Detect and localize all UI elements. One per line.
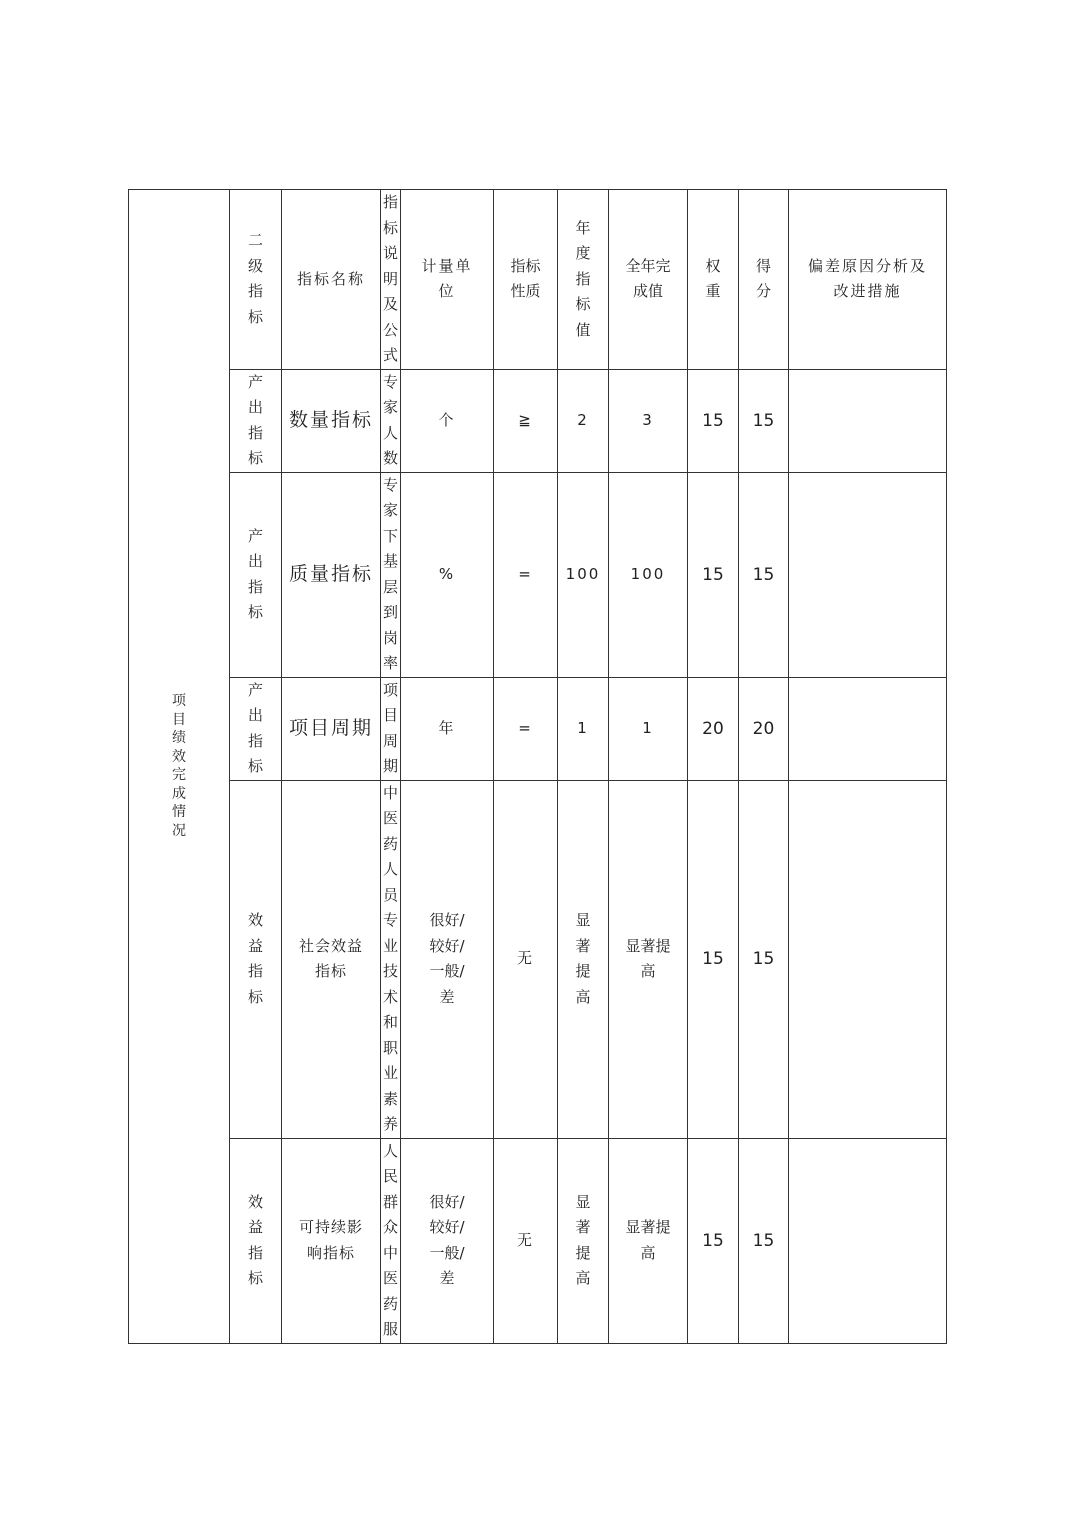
desc-cell: 项目周期 bbox=[381, 677, 401, 780]
header-weight: 权重 bbox=[688, 190, 739, 370]
name-cell: 项目周期 bbox=[282, 677, 381, 780]
header-score: 得分 bbox=[739, 190, 789, 370]
actual-cell: 显著提高 bbox=[609, 780, 688, 1138]
desc-cell: 人民群众中医药服 bbox=[381, 1138, 401, 1343]
weight-cell: 15 bbox=[688, 369, 739, 472]
nature-cell: = bbox=[494, 472, 558, 677]
level2-cell: 产出指标 bbox=[230, 472, 282, 677]
header-level2: 二级指标 bbox=[230, 190, 282, 370]
header-annual: 年度指标值 bbox=[558, 190, 609, 370]
actual-cell: 1 bbox=[609, 677, 688, 780]
header-actual: 全年完成值 bbox=[609, 190, 688, 370]
unit-cell: 年 bbox=[401, 677, 494, 780]
header-nature: 指标性质 bbox=[494, 190, 558, 370]
score-cell: 15 bbox=[739, 780, 789, 1138]
desc-cell: 中医药人员专业技术和职业素养 bbox=[381, 780, 401, 1138]
table-row bbox=[129, 1138, 947, 1343]
section-title: 项目绩效完成情况 bbox=[172, 693, 186, 839]
annual-cell: 显著提高 bbox=[558, 780, 609, 1138]
score-cell: 15 bbox=[739, 472, 789, 677]
actual-cell: 100 bbox=[609, 472, 688, 677]
annual-cell: 1 bbox=[558, 677, 609, 780]
deviation-cell bbox=[789, 677, 947, 780]
score-cell: 15 bbox=[739, 1138, 789, 1343]
header-row bbox=[129, 190, 947, 370]
weight-cell: 20 bbox=[688, 677, 739, 780]
performance-table bbox=[128, 189, 947, 1344]
nature-cell: = bbox=[494, 677, 558, 780]
nature-cell: 无 bbox=[494, 1138, 558, 1343]
name-cell: 数量指标 bbox=[282, 369, 381, 472]
header-unit: 计量单位 bbox=[401, 190, 494, 370]
weight-cell: 15 bbox=[688, 780, 739, 1138]
nature-cell: 无 bbox=[494, 780, 558, 1138]
level2-cell: 效益指标 bbox=[230, 780, 282, 1138]
header-name: 指标名称 bbox=[282, 190, 381, 370]
unit-cell: 很好/较好/一般/差 bbox=[401, 1138, 494, 1343]
deviation-cell bbox=[789, 369, 947, 472]
unit-cell: % bbox=[401, 472, 494, 677]
unit-cell: 很好/较好/一般/差 bbox=[401, 780, 494, 1138]
level2-cell: 产出指标 bbox=[230, 369, 282, 472]
desc-cell: 专家人数 bbox=[381, 369, 401, 472]
annual-cell: 2 bbox=[558, 369, 609, 472]
annual-cell: 显著提高 bbox=[558, 1138, 609, 1343]
header-deviation: 偏差原因分析及改进措施 bbox=[789, 190, 947, 370]
level2-cell: 效益指标 bbox=[230, 1138, 282, 1343]
weight-cell: 15 bbox=[688, 1138, 739, 1343]
name-cell: 可持续影响指标 bbox=[282, 1138, 381, 1343]
score-cell: 15 bbox=[739, 369, 789, 472]
section-cell bbox=[129, 190, 230, 1344]
weight-cell: 15 bbox=[688, 472, 739, 677]
table-row bbox=[129, 472, 947, 677]
name-cell: 社会效益指标 bbox=[282, 780, 381, 1138]
deviation-cell bbox=[789, 1138, 947, 1343]
deviation-cell bbox=[789, 472, 947, 677]
actual-cell: 3 bbox=[609, 369, 688, 472]
unit-cell: 个 bbox=[401, 369, 494, 472]
level2-cell: 产出指标 bbox=[230, 677, 282, 780]
actual-cell: 显著提高 bbox=[609, 1138, 688, 1343]
name-cell: 质量指标 bbox=[282, 472, 381, 677]
nature-cell: ≧ bbox=[494, 369, 558, 472]
annual-cell: 100 bbox=[558, 472, 609, 677]
score-cell: 20 bbox=[739, 677, 789, 780]
desc-cell: 专家下基层到岗率 bbox=[381, 472, 401, 677]
table-row bbox=[129, 677, 947, 780]
header-desc: 指标说明及公式 bbox=[381, 190, 401, 370]
deviation-cell bbox=[789, 780, 947, 1138]
table-row bbox=[129, 780, 947, 1138]
table-row bbox=[129, 369, 947, 472]
